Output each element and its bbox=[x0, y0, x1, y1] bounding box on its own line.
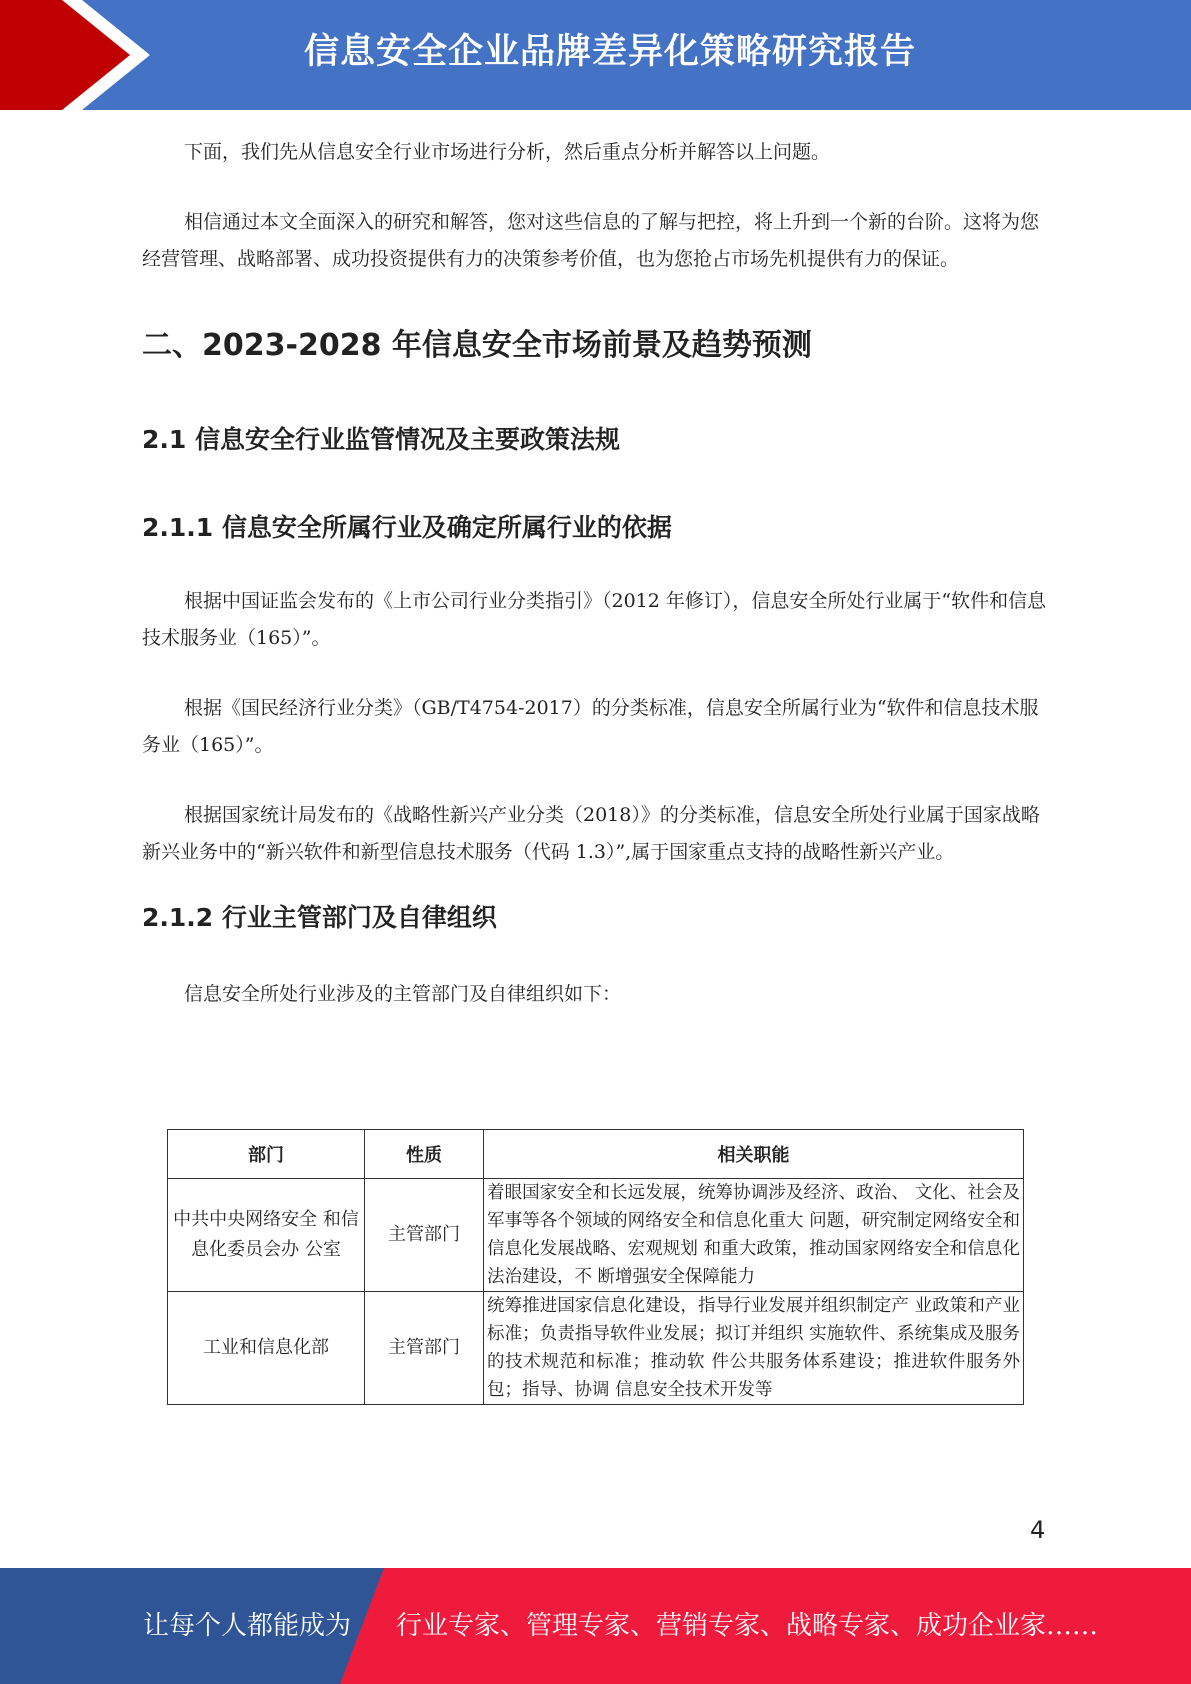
table-header-dept: 部门 bbox=[168, 1130, 365, 1179]
table-cell-duty: 统筹推进国家信息化建设，指导行业发展并组织制定产 业政策和产业标准；负责指导软件业发展；拟订并组织 实施软件、系统集成及服务的技术规范和标准；推动软 件公共服务体系建设；推进软件服务外包；指导、协调 信息安全技术开发等 bbox=[484, 1292, 1024, 1405]
table-row bbox=[168, 1179, 1024, 1292]
table-header-nature: 性质 bbox=[365, 1130, 484, 1179]
intro-paragraph-1: 下面，我们先从信息安全行业市场进行分析，然后重点分析并解答以上问题。 bbox=[184, 141, 831, 163]
page-footer bbox=[0, 1568, 1191, 1684]
table-cell-dept: 中共中央网络安全 和信息化委员会办 公室 bbox=[168, 1179, 365, 1292]
section-2-1-1-paragraph-3: 根据国家统计局发布的《战略性新兴产业分类（2018）》的分类标准，信息安全所处行业属于国家战略新兴业务中的“新兴软件和新型信息技术服务（代码 1.3）”,属于国家重点支持的战略性新兴产业。 bbox=[142, 804, 1040, 863]
section-2-1-heading: 2.1 信息安全行业监管情况及主要政策法规 bbox=[142, 425, 620, 454]
report-title: 信息安全企业品牌差异化策略研究报告 bbox=[303, 32, 916, 72]
table-cell-nature: 主管部门 bbox=[365, 1292, 484, 1405]
section-2-1-2-heading: 2.1.2 行业主管部门及自律组织 bbox=[142, 903, 497, 932]
table-header-row bbox=[168, 1130, 1024, 1179]
table-header-duty: 相关职能 bbox=[484, 1130, 1024, 1179]
document-body bbox=[142, 134, 1052, 1013]
section-2-1-1-paragraph-2: 根据《国民经济行业分类》（GB/T4754-2017）的分类标准，信息安全所属行业为“软件和信息技术服务业（165）”。 bbox=[142, 697, 1039, 756]
section-2-1-2-paragraph-1: 信息安全所处行业涉及的主管部门及自律组织如下： bbox=[184, 983, 622, 1005]
section-2-1-1-paragraph-1: 根据中国证监会发布的《上市公司行业分类指引》（2012 年修订），信息安全所处行业属于“软件和信息技术服务业（165）”。 bbox=[142, 590, 1047, 649]
table-cell-dept: 工业和信息化部 bbox=[168, 1292, 365, 1405]
footer-slogan-left: 让每个人都能成为 bbox=[143, 1611, 352, 1641]
intro-paragraph-2: 相信通过本文全面深入的研究和解答，您对这些信息的了解与把控，将上升到一个新的台阶。这将为您经营管理、战略部署、成功投资提供有力的决策参考价值，也为您抢占市场先机提供有力的保证。 bbox=[142, 211, 1040, 270]
table-row bbox=[168, 1292, 1024, 1405]
header-chevron-decoration bbox=[0, 0, 150, 110]
section-2-heading: 二、2023-2028 年信息安全市场前景及趋势预测 bbox=[142, 328, 812, 363]
section-2-1-1-heading: 2.1.1 信息安全所属行业及确定所属行业的依据 bbox=[142, 513, 672, 542]
page-number: 4 bbox=[1030, 1516, 1046, 1544]
regulators-table bbox=[167, 1129, 1024, 1405]
table-cell-duty: 着眼国家安全和长远发展，统筹协调涉及经济、政治、 文化、社会及军事等各个领域的网络安全和信息化重大 问题，研究制定网络安全和信息化发展战略、宏观规划 和重大政策，推动国家网络安全和信息化法治建设，不 断增强安全保障能力 bbox=[484, 1179, 1024, 1292]
footer-slogan-right: 行业专家、管理专家、营销专家、战略专家、成功企业家…… bbox=[396, 1611, 1099, 1641]
page-header bbox=[0, 0, 1191, 110]
table-cell-nature: 主管部门 bbox=[365, 1179, 484, 1292]
